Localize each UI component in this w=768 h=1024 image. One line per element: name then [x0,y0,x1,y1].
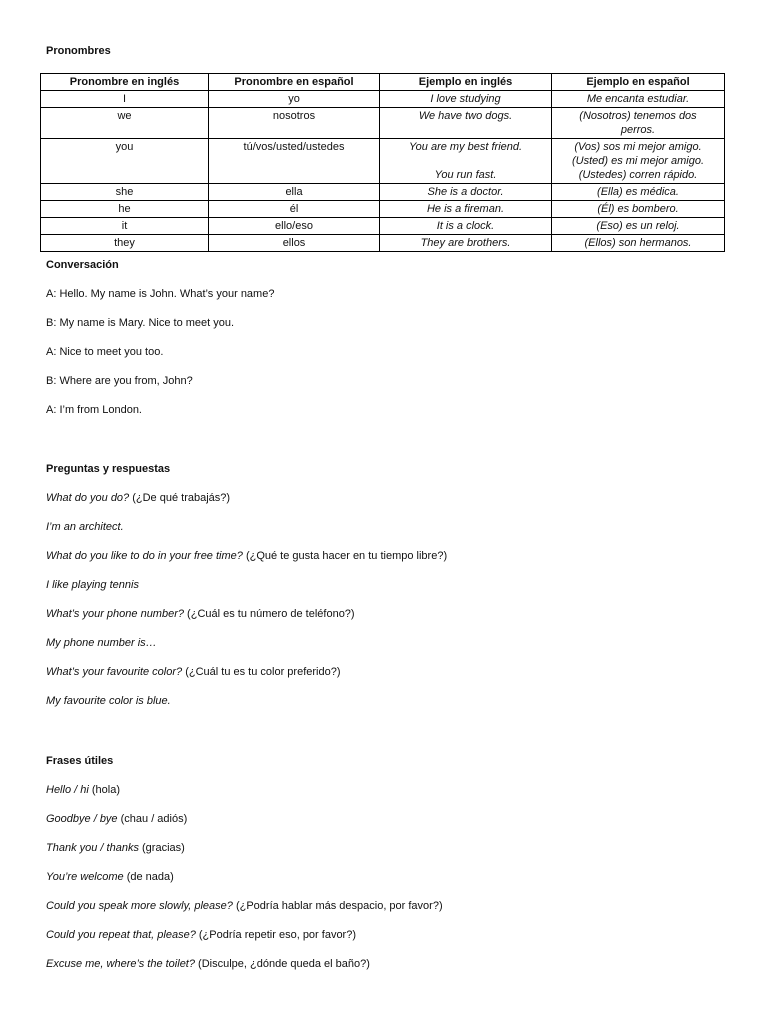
english-text: Hello / hi [46,784,89,796]
spanish-translation: (¿Cuál tu es tu color preferido?) [182,666,341,678]
spanish-translation: (¿Qué te gusta hacer en tu tiempo libre?) [242,550,448,562]
phrase-line [46,812,726,826]
english-text: I’m an architect. [46,521,124,533]
table-cell: he [41,201,209,218]
conversation-lines [46,287,726,417]
conversation-heading: Conversación [46,259,119,271]
table-cell [552,235,725,252]
questions-section [46,462,726,708]
cell-text: She is a doctor. [427,186,504,198]
conversation-line: A: I’m from London. [46,404,142,416]
cell-text: (Ustedes) corren rápido. [578,169,698,181]
spanish-translation: (gracias) [138,842,185,854]
table-cell: she [41,184,209,201]
table-cell: tú/vos/usted/ustedes [209,139,380,184]
cell-text: (Usted) es mi mejor amigo. [571,155,705,167]
english-text: What do you like to do in your free time? [46,550,243,562]
questions-heading: Preguntas y respuestas [46,463,171,475]
phrase-line [46,899,726,913]
table-cell [380,139,552,184]
cell-text: perros. [620,124,656,136]
cell-text: (Ella) es médica. [597,186,679,198]
cell-text: (Vos) sos mi mejor amigo. [574,141,702,153]
conversation-line: B: Where are you from, John? [46,375,193,387]
table-cell [380,91,552,108]
english-text: My favourite color is blue. [46,695,171,707]
cell-text: (Ellos) son hermanos. [584,237,692,249]
table-row [41,91,725,108]
table-cell [552,184,725,201]
cell-text: We have two dogs. [418,110,513,122]
cell-text [382,154,549,168]
spanish-translation: (chau / adiós) [117,813,188,825]
conversation-line: B: My name is Mary. Nice to meet you. [46,317,235,329]
table-row [41,108,725,139]
table-cell: ella [209,184,380,201]
phrases-section [46,754,726,971]
cell-text: (Nosotros) tenemos dos [579,110,697,122]
english-text: Could you speak more slowly, please? [46,900,233,912]
table-cell: they [41,235,209,252]
column-header: Pronombre en español [209,74,380,91]
pronombres-heading: Pronombres [46,45,111,57]
table-row [41,218,725,235]
english-text: What’s your phone number? [46,608,184,620]
qa-line [46,549,726,563]
table-cell: ello/eso [209,218,380,235]
phrase-line [46,783,726,797]
table-cell [552,108,725,139]
table-cell: it [41,218,209,235]
spanish-translation: (¿De qué trabajás?) [129,492,231,504]
english-text: Thank you / thanks [46,842,139,854]
table-row [41,139,725,184]
cell-text: You run fast. [434,169,497,181]
english-text: What’s your favourite color? [46,666,183,678]
questions-lines [46,491,726,708]
table-cell: you [41,139,209,184]
table-cell [380,201,552,218]
column-header: Ejemplo en inglés [380,74,552,91]
qa-line [46,607,726,621]
pronouns-table [40,73,725,252]
cell-text: It is a clock. [436,220,495,232]
english-text: My phone number is… [46,637,157,649]
table-cell [552,91,725,108]
table-row [41,201,725,218]
cell-text: (Él) es bombero. [597,203,679,215]
qa-line [46,694,726,708]
english-text: Goodbye / bye [46,813,118,825]
cell-text: Me encanta estudiar. [586,93,690,105]
english-text: Excuse me, where’s the toilet? [46,958,195,970]
conversation-line: A: Nice to meet you too. [46,346,164,358]
cell-text: (Eso) es un reloj. [596,220,680,232]
table-cell [380,108,552,139]
qa-line [46,491,726,505]
conversation-section [46,258,726,417]
table-cell: nosotros [209,108,380,139]
spanish-translation: (de nada) [123,871,174,883]
qa-line [46,578,726,592]
cell-text: You are my best friend. [408,141,523,153]
english-text: I like playing tennis [46,579,139,591]
phrase-line [46,957,726,971]
column-header: Ejemplo en español [552,74,725,91]
phrases-heading: Frases útiles [46,755,114,767]
table-cell [552,139,725,184]
pronouns-table-body [41,91,725,252]
phrase-line [46,841,726,855]
column-header: Pronombre en inglés [41,74,209,91]
table-header-row [41,74,725,91]
table-cell [380,218,552,235]
english-text: Could you repeat that, please? [46,929,196,941]
phrases-lines [46,783,726,971]
spanish-translation: (¿Podría hablar más despacio, por favor?) [232,900,443,912]
table-cell [552,218,725,235]
table-cell: él [209,201,380,218]
table-cell: ellos [209,235,380,252]
english-text: What do you do? [46,492,130,504]
table-cell: I [41,91,209,108]
table-cell [380,235,552,252]
cell-text: I love studying [430,93,501,105]
table-cell [552,201,725,218]
table-row [41,184,725,201]
qa-line [46,636,726,650]
table-cell [380,184,552,201]
phrase-line [46,928,726,942]
spanish-translation: (¿Podría repetir eso, por favor?) [195,929,357,941]
english-text: You’re welcome [46,871,124,883]
table-cell: yo [209,91,380,108]
phrase-line [46,870,726,884]
table-row [41,235,725,252]
conversation-line: A: Hello. My name is John. What’s your name? [46,288,275,300]
spanish-translation: (hola) [88,784,120,796]
cell-text: They are brothers. [420,237,511,249]
qa-line [46,665,726,679]
spanish-translation: (¿Cuál es tu número de teléfono?) [184,608,355,620]
spanish-translation: (Disculpe, ¿dónde queda el baño?) [194,958,370,970]
qa-line [46,520,726,534]
cell-text: He is a fireman. [426,203,505,215]
table-cell: we [41,108,209,139]
